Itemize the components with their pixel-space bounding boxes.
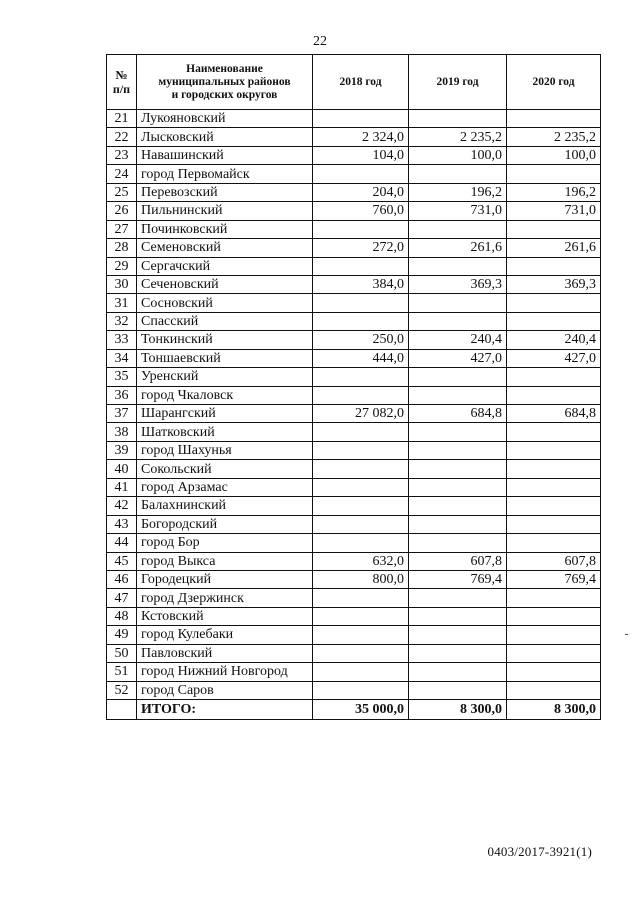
row-value-2018 bbox=[313, 220, 409, 238]
header-name-line-1: Наименование bbox=[186, 62, 263, 75]
row-name: Тонкинский bbox=[137, 331, 313, 349]
row-name: город Выкса bbox=[137, 552, 313, 570]
row-value-2019: 240,4 bbox=[409, 331, 507, 349]
table-row bbox=[107, 146, 601, 164]
table-row bbox=[107, 183, 601, 201]
table-row bbox=[107, 110, 601, 128]
row-value-2019: 731,0 bbox=[409, 202, 507, 220]
table-row bbox=[107, 441, 601, 459]
table-row bbox=[107, 515, 601, 533]
row-value-2018 bbox=[313, 368, 409, 386]
row-value-2019: 607,8 bbox=[409, 552, 507, 570]
row-value-2019: 427,0 bbox=[409, 349, 507, 367]
row-number: 44 bbox=[107, 534, 137, 552]
row-value-2019 bbox=[409, 257, 507, 275]
row-number: 28 bbox=[107, 239, 137, 257]
row-number: 50 bbox=[107, 644, 137, 662]
row-value-2018 bbox=[313, 460, 409, 478]
row-value-2020 bbox=[507, 441, 601, 459]
table-body bbox=[107, 110, 601, 700]
header-name-line-3: и городских округов bbox=[171, 88, 278, 101]
page-number: 22 bbox=[313, 34, 327, 49]
row-value-2020 bbox=[507, 626, 601, 644]
row-value-2019 bbox=[409, 589, 507, 607]
row-value-2020 bbox=[507, 460, 601, 478]
row-value-2020 bbox=[507, 386, 601, 404]
row-value-2020 bbox=[507, 644, 601, 662]
row-name: Уренский bbox=[137, 368, 313, 386]
row-value-2020 bbox=[507, 220, 601, 238]
row-value-2020 bbox=[507, 294, 601, 312]
row-name: город Саров bbox=[137, 681, 313, 699]
table-row bbox=[107, 681, 601, 699]
row-value-2020 bbox=[507, 607, 601, 625]
row-number: 30 bbox=[107, 275, 137, 293]
table-row bbox=[107, 626, 601, 644]
header-number-line-2: п/п bbox=[112, 82, 131, 96]
row-value-2019 bbox=[409, 663, 507, 681]
row-value-2020: 240,4 bbox=[507, 331, 601, 349]
row-number: 45 bbox=[107, 552, 137, 570]
table-row bbox=[107, 368, 601, 386]
row-value-2019: 261,6 bbox=[409, 239, 507, 257]
header-2019: 2019 год bbox=[409, 55, 507, 110]
row-value-2018: 632,0 bbox=[313, 552, 409, 570]
table-row bbox=[107, 534, 601, 552]
row-value-2019 bbox=[409, 515, 507, 533]
row-name: Перевозский bbox=[137, 183, 313, 201]
row-value-2019 bbox=[409, 386, 507, 404]
total-label: ИТОГО: bbox=[137, 700, 313, 720]
row-number: 35 bbox=[107, 368, 137, 386]
row-number: 33 bbox=[107, 331, 137, 349]
row-value-2018: 2 324,0 bbox=[313, 128, 409, 146]
table-row bbox=[107, 644, 601, 662]
table-row bbox=[107, 589, 601, 607]
row-value-2020: 731,0 bbox=[507, 202, 601, 220]
header-2020: 2020 год bbox=[507, 55, 601, 110]
table-row bbox=[107, 220, 601, 238]
row-name: город Шахунья bbox=[137, 441, 313, 459]
row-value-2020: 2 235,2 bbox=[507, 128, 601, 146]
row-value-2020 bbox=[507, 681, 601, 699]
row-value-2020: 196,2 bbox=[507, 183, 601, 201]
row-value-2018: 760,0 bbox=[313, 202, 409, 220]
row-value-2018 bbox=[313, 663, 409, 681]
row-value-2020 bbox=[507, 368, 601, 386]
row-name: Пильнинский bbox=[137, 202, 313, 220]
row-name: Лысковский bbox=[137, 128, 313, 146]
table-row bbox=[107, 294, 601, 312]
row-number: 43 bbox=[107, 515, 137, 533]
row-name: Спасский bbox=[137, 312, 313, 330]
row-name: Сеченовский bbox=[137, 275, 313, 293]
row-value-2019 bbox=[409, 478, 507, 496]
row-number: 37 bbox=[107, 405, 137, 423]
row-value-2019 bbox=[409, 534, 507, 552]
row-name: город Нижний Новгород bbox=[137, 663, 313, 681]
row-value-2019 bbox=[409, 294, 507, 312]
row-value-2018 bbox=[313, 515, 409, 533]
row-value-2019 bbox=[409, 220, 507, 238]
row-value-2018: 384,0 bbox=[313, 275, 409, 293]
row-value-2018: 204,0 bbox=[313, 183, 409, 201]
row-value-2019 bbox=[409, 368, 507, 386]
table-row bbox=[107, 607, 601, 625]
row-value-2018 bbox=[313, 257, 409, 275]
row-value-2019: 769,4 bbox=[409, 570, 507, 588]
table-row bbox=[107, 257, 601, 275]
table-row bbox=[107, 239, 601, 257]
row-value-2020 bbox=[507, 589, 601, 607]
table-row bbox=[107, 552, 601, 570]
table-row bbox=[107, 663, 601, 681]
header-number bbox=[107, 55, 137, 110]
header-2018: 2018 год bbox=[313, 55, 409, 110]
row-value-2019 bbox=[409, 644, 507, 662]
table-row bbox=[107, 497, 601, 515]
row-value-2020 bbox=[507, 534, 601, 552]
row-number: 51 bbox=[107, 663, 137, 681]
row-number: 41 bbox=[107, 478, 137, 496]
table-row bbox=[107, 349, 601, 367]
table-row bbox=[107, 405, 601, 423]
row-value-2020 bbox=[507, 312, 601, 330]
row-name: Лукояновский bbox=[137, 110, 313, 128]
row-value-2018: 444,0 bbox=[313, 349, 409, 367]
row-value-2018: 800,0 bbox=[313, 570, 409, 588]
row-number: 38 bbox=[107, 423, 137, 441]
row-value-2020: 427,0 bbox=[507, 349, 601, 367]
row-value-2018 bbox=[313, 589, 409, 607]
row-number: 42 bbox=[107, 497, 137, 515]
row-value-2020 bbox=[507, 497, 601, 515]
row-value-2019 bbox=[409, 423, 507, 441]
row-value-2019: 2 235,2 bbox=[409, 128, 507, 146]
row-value-2019: 684,8 bbox=[409, 405, 507, 423]
total-2019: 8 300,0 bbox=[409, 700, 507, 720]
row-value-2019 bbox=[409, 110, 507, 128]
table-row bbox=[107, 331, 601, 349]
total-2020: 8 300,0 bbox=[507, 700, 601, 720]
row-name: Городецкий bbox=[137, 570, 313, 588]
row-value-2020: 100,0 bbox=[507, 146, 601, 164]
row-number: 22 bbox=[107, 128, 137, 146]
table-row bbox=[107, 478, 601, 496]
row-value-2019 bbox=[409, 312, 507, 330]
row-number: 24 bbox=[107, 165, 137, 183]
row-name: Сокольский bbox=[137, 460, 313, 478]
row-number: 29 bbox=[107, 257, 137, 275]
table-row bbox=[107, 460, 601, 478]
table-row bbox=[107, 570, 601, 588]
row-value-2019: 196,2 bbox=[409, 183, 507, 201]
header-name-line-2: муниципальных районов bbox=[158, 75, 291, 88]
table-header-row bbox=[107, 55, 601, 110]
row-name: Шатковский bbox=[137, 423, 313, 441]
row-name: Павловский bbox=[137, 644, 313, 662]
row-name: Балахнинский bbox=[137, 497, 313, 515]
row-value-2018 bbox=[313, 386, 409, 404]
row-number: 27 bbox=[107, 220, 137, 238]
row-value-2018: 272,0 bbox=[313, 239, 409, 257]
row-number: 32 bbox=[107, 312, 137, 330]
row-value-2018 bbox=[313, 644, 409, 662]
row-name: город Кулебаки bbox=[137, 626, 313, 644]
row-value-2018 bbox=[313, 534, 409, 552]
row-value-2020 bbox=[507, 478, 601, 496]
row-value-2020: 684,8 bbox=[507, 405, 601, 423]
row-value-2020: 369,3 bbox=[507, 275, 601, 293]
row-name: Починковский bbox=[137, 220, 313, 238]
table-row bbox=[107, 202, 601, 220]
row-value-2018 bbox=[313, 441, 409, 459]
document-code: 0403/2017-3921(1) bbox=[487, 844, 592, 859]
row-number: 52 bbox=[107, 681, 137, 699]
row-name: Сергачский bbox=[137, 257, 313, 275]
row-value-2019 bbox=[409, 165, 507, 183]
row-name: город Арзамас bbox=[137, 478, 313, 496]
row-value-2018 bbox=[313, 607, 409, 625]
row-name: Шарангский bbox=[137, 405, 313, 423]
row-value-2020 bbox=[507, 110, 601, 128]
row-value-2018 bbox=[313, 110, 409, 128]
row-name: Семеновский bbox=[137, 239, 313, 257]
margin-mark bbox=[625, 634, 628, 635]
row-number: 34 bbox=[107, 349, 137, 367]
row-name: Навашинский bbox=[137, 146, 313, 164]
row-value-2019 bbox=[409, 460, 507, 478]
header-name bbox=[137, 55, 313, 110]
row-value-2020: 769,4 bbox=[507, 570, 601, 588]
row-number: 23 bbox=[107, 146, 137, 164]
table-row bbox=[107, 312, 601, 330]
row-value-2019 bbox=[409, 607, 507, 625]
total-row bbox=[107, 700, 601, 720]
row-value-2018 bbox=[313, 312, 409, 330]
row-value-2020 bbox=[507, 423, 601, 441]
allocation-table bbox=[106, 54, 601, 720]
row-value-2019 bbox=[409, 441, 507, 459]
row-number: 31 bbox=[107, 294, 137, 312]
row-value-2019 bbox=[409, 681, 507, 699]
row-name: Сосновский bbox=[137, 294, 313, 312]
row-value-2018 bbox=[313, 478, 409, 496]
row-value-2019: 369,3 bbox=[409, 275, 507, 293]
row-value-2018 bbox=[313, 626, 409, 644]
row-number: 26 bbox=[107, 202, 137, 220]
row-value-2018: 27 082,0 bbox=[313, 405, 409, 423]
table-row bbox=[107, 386, 601, 404]
row-value-2020 bbox=[507, 663, 601, 681]
row-value-2020: 607,8 bbox=[507, 552, 601, 570]
row-value-2018: 250,0 bbox=[313, 331, 409, 349]
row-number: 47 bbox=[107, 589, 137, 607]
row-value-2020 bbox=[507, 515, 601, 533]
row-name: город Первомайск bbox=[137, 165, 313, 183]
row-value-2018: 104,0 bbox=[313, 146, 409, 164]
row-name: Кстовский bbox=[137, 607, 313, 625]
header-number-line-1: № bbox=[115, 68, 128, 82]
row-number: 40 bbox=[107, 460, 137, 478]
row-number: 49 bbox=[107, 626, 137, 644]
row-value-2018 bbox=[313, 497, 409, 515]
row-value-2018 bbox=[313, 681, 409, 699]
table-row bbox=[107, 165, 601, 183]
total-number-cell bbox=[107, 700, 137, 720]
row-number: 21 bbox=[107, 110, 137, 128]
row-value-2020 bbox=[507, 165, 601, 183]
row-name: Тоншаевский bbox=[137, 349, 313, 367]
table-row bbox=[107, 423, 601, 441]
row-number: 36 bbox=[107, 386, 137, 404]
row-name: город Бор bbox=[137, 534, 313, 552]
row-value-2020 bbox=[507, 257, 601, 275]
row-name: Богородский bbox=[137, 515, 313, 533]
row-number: 48 bbox=[107, 607, 137, 625]
row-value-2019 bbox=[409, 497, 507, 515]
table-row bbox=[107, 275, 601, 293]
row-number: 39 bbox=[107, 441, 137, 459]
row-value-2019 bbox=[409, 626, 507, 644]
table-row bbox=[107, 128, 601, 146]
row-name: город Дзержинск bbox=[137, 589, 313, 607]
row-number: 25 bbox=[107, 183, 137, 201]
row-name: город Чкаловск bbox=[137, 386, 313, 404]
row-value-2019: 100,0 bbox=[409, 146, 507, 164]
row-value-2018 bbox=[313, 423, 409, 441]
row-number: 46 bbox=[107, 570, 137, 588]
row-value-2018 bbox=[313, 294, 409, 312]
row-value-2020: 261,6 bbox=[507, 239, 601, 257]
row-value-2018 bbox=[313, 165, 409, 183]
total-2018: 35 000,0 bbox=[313, 700, 409, 720]
